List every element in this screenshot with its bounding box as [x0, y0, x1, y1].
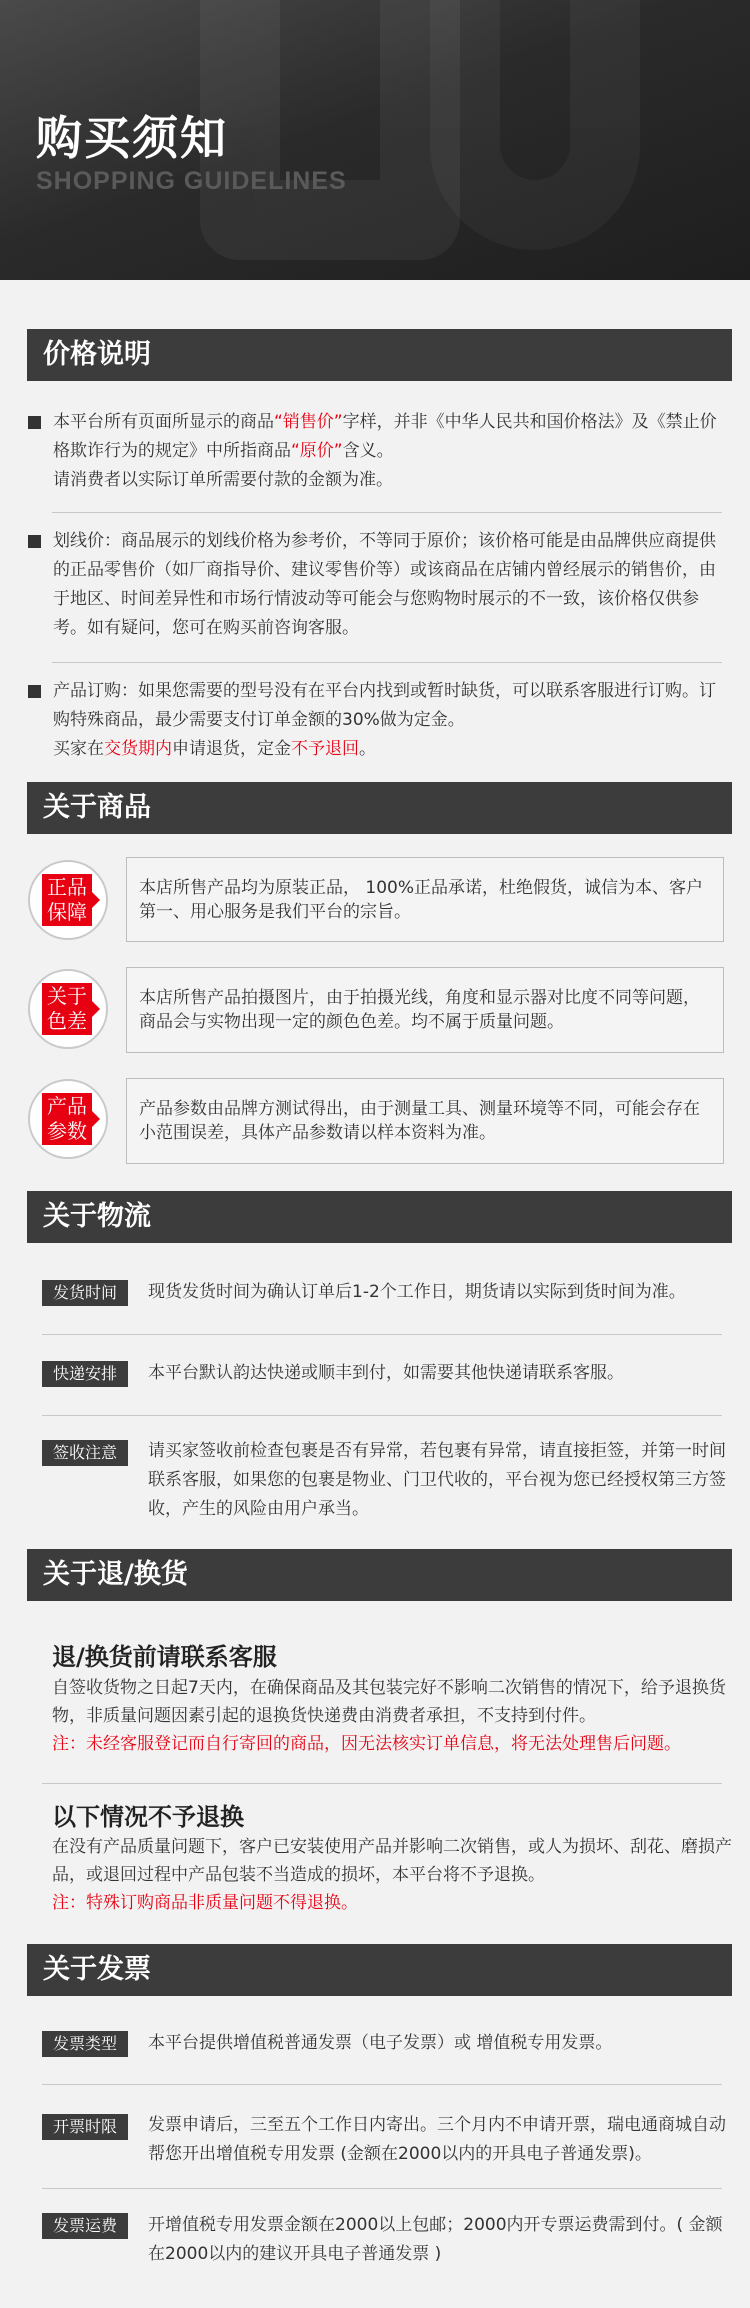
divider	[42, 1415, 722, 1416]
exclusions-paragraph: 在没有产品质量问题下，客户已安装使用产品并影响二次销售，或人为损坏、刮花、磨损产品，或退回过程中产品包装不当造成的损坏，本平台将不予退换。	[52, 1837, 732, 1885]
badge-color-difference	[28, 969, 108, 1049]
text: 。	[359, 739, 376, 759]
price-item-1	[28, 408, 718, 495]
invoice-type-text: 本平台提供增值税普通发票（电子发票）或 增值税专用发票。	[148, 2033, 613, 2053]
price-item-3	[28, 677, 718, 764]
divider	[42, 2188, 722, 2189]
section-header-product: 关于商品	[27, 782, 732, 834]
sale-price-highlight: “销售价”	[274, 412, 343, 432]
badge-label: 产品参数	[42, 1093, 92, 1145]
tag-invoice-type: 发票类型	[42, 2031, 128, 2057]
tag-invoice-deadline: 开票时限	[42, 2114, 128, 2140]
bullet-square-icon	[28, 416, 41, 429]
hero-banner	[0, 0, 750, 280]
text: 本平台所有页面所显示的商品	[53, 412, 274, 432]
product-info-box: 产品参数由品牌方测试得出，由于测量工具、测量环境等不同，可能会存在小范围误差，具体产品参数请以样本资料为准。	[126, 1078, 724, 1164]
returns-paragraph: 自签收货物之日起7天内，在确保商品及其包装完好不影响二次销售的情况下，给予退换货物，非质量问题因素引起的退换货快递费由消费者承担，不支持到付件。	[52, 1678, 726, 1726]
price-item-2	[28, 527, 718, 643]
bullet-square-icon	[28, 685, 41, 698]
page-subtitle: SHOPPING GUIDELINES	[36, 167, 347, 195]
signing-notice-text: 请买家签收前检查包裹是否有异常，若包裹有异常，请直接拒签，并第一时间联系客服，如果您的包裹是物业、门卫代收的，平台视为您已经授权第三方签收，产生的风险由用户承当。	[148, 1441, 726, 1519]
invoice-deadline-text: 发票申请后，三至五个工作日内寄出。三个月内不申请开票，瑞电通商城自动帮您开出增值税专用发票 (金额在2000以内的开具电子普通发票)。	[148, 2115, 726, 2164]
text: 字样，并非《中华人民共和国价格法》及《禁止价格欺诈行为的规定》中所指商品	[53, 412, 717, 461]
section-header-price: 价格说明	[27, 329, 732, 381]
arrow-right-icon	[90, 890, 100, 910]
delivery-period-highlight: 交货期内	[104, 739, 172, 759]
badge-genuine	[28, 860, 108, 940]
tag-shipping-time: 发货时间	[42, 1280, 128, 1306]
badge-label: 正品保障	[42, 874, 92, 926]
returns-heading-exclusions: 以下情况不予退换	[52, 1803, 244, 1831]
returns-note: 注：未经客服登记而自行寄回的商品，因无法核实订单信息，将无法处理售后问题。	[52, 1734, 681, 1754]
bullet-square-icon	[28, 535, 41, 548]
divider	[42, 1334, 722, 1335]
text: 买家在	[53, 739, 104, 759]
returns-heading-contact: 退/换货前请联系客服	[52, 1643, 277, 1671]
divider	[52, 662, 722, 663]
text: 请消费者以实际订单所需要付款的金额为准。	[53, 470, 393, 490]
badge-parameters	[28, 1079, 108, 1159]
strikethrough-price-text: 划线价：商品展示的划线价格为参考价，不等同于原价；该价格可能是由品牌供应商提供的正品零售价（如厂商指导价、建议零售价等）或该商品在店铺内曾经展示的销售价，由于地区、时间差异性和市场行情波动等可能会与您购物时展示的不一致，该价格仅供参考。如有疑问，您可在购买前咨询客服。	[53, 531, 716, 638]
divider	[42, 2084, 722, 2085]
watermark-shape	[200, 0, 460, 260]
page-title: 购买须知	[36, 111, 228, 165]
divider	[52, 512, 722, 513]
product-info-box: 本店所售产品均为原装正品， 100%正品承诺，杜绝假货，诚信为本、客户第一、用心服务是我们平台的宗旨。	[126, 857, 724, 942]
arrow-right-icon	[90, 1109, 100, 1129]
text: 申请退货，定金	[172, 739, 291, 759]
original-price-highlight: “原价”	[291, 441, 343, 461]
product-info-box: 本店所售产品拍摄图片，由于拍摄光线，角度和显示器对比度不同等问题，商品会与实物出现一定的颜色色差。均不属于质量问题。	[126, 967, 724, 1053]
section-header-logistics: 关于物流	[27, 1191, 732, 1243]
shipping-time-text: 现货发货时间为确认订单后1-2个工作日，期货请以实际到货时间为准。	[148, 1282, 686, 1302]
watermark-shape	[430, 0, 640, 250]
arrow-right-icon	[90, 999, 100, 1019]
divider	[42, 1783, 722, 1784]
invoice-shipping-text: 开增值税专用发票金额在2000以上包邮；2000内开专票运费需到付。( 金额在2000以内的建议开具电子普通发票 )	[148, 2215, 723, 2264]
tag-courier: 快递安排	[42, 1361, 128, 1387]
badge-label: 关于色差	[42, 983, 92, 1035]
tag-signing-notice: 签收注意	[42, 1440, 128, 1466]
tag-invoice-shipping: 发票运费	[42, 2213, 128, 2239]
no-refund-highlight: 不予退回	[291, 739, 359, 759]
section-header-returns: 关于退/换货	[27, 1549, 732, 1601]
section-header-invoice: 关于发票	[27, 1944, 732, 1996]
text: 含义。	[342, 441, 394, 461]
courier-text: 本平台默认韵达快递或顺丰到付，如需要其他快递请联系客服。	[148, 1363, 624, 1383]
exclusions-note: 注：特殊订购商品非质量问题不得退换。	[52, 1893, 358, 1913]
text: 产品订购：如果您需要的型号没有在平台内找到或暂时缺货，可以联系客服进行订购。订购特殊商品，最少需要支付订单金额的30%做为定金。	[53, 681, 716, 730]
